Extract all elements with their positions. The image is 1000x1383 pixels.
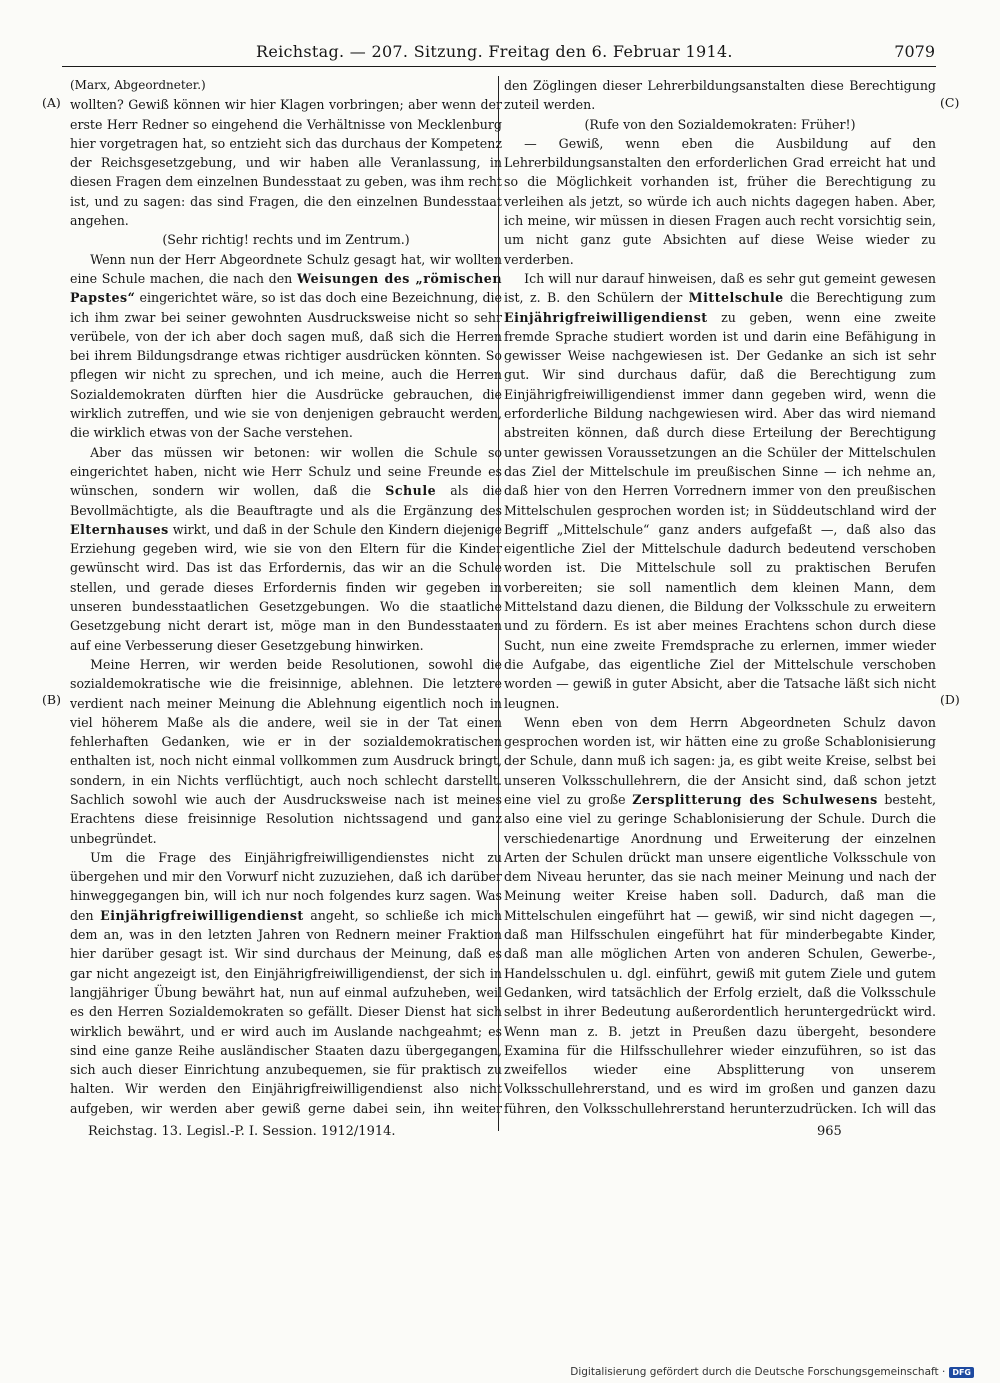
margin-marker-c: (C) [940, 95, 960, 110]
emphasis: Elternhauses [70, 521, 169, 537]
column-divider [498, 76, 499, 1131]
digitization-text: Digitalisierung gefördert durch die Deutsche Forschungsgemeinschaft · [570, 1366, 946, 1378]
paragraph: Ich will nur darauf hinweisen, daß es sehr gut gemeint gewesen ist, z. B. den Schülern der Mittelschule die Berechtigung zum Einjährigfreiwilligendienst zu geben, wenn eine zweite fremde Sprache studiert worden ist und darin eine Befähigung in gewisser Weise nachgewiesen ist. Der Gedanke an sich ist sehr gut. Wir sind durchaus dafür, daß die Berechtigung zum Einjährigfreiwilligendienst immer dann gegeben wird, wenn die erforderliche Bildung nachgewiesen wird. Aber das wird niemand abstreiten können, daß durch diese Erteilung der Berechtigung unter gewissen Voraussetzungen an die Schüler der Mittelschulen das Ziel der Mittelschule im preußischen Sinne — ich nehme an, daß hier von den Herren Vorrednern immer von den preußischen Mittelschulen gesprochen worden ist; in Süddeutschland wird der Begriff „Mittelschule“ ganz anders aufgefaßt —, daß also das eigentliche Ziel der Mittelschule dadurch bedeutend verschoben worden ist. Die Mittelschule soll zu praktischen Berufen vorbereiten; sie soll namentlich dem kleinen Mann, dem Mittelstand dazu dienen, die Bildung der Volksschule zu erweitern und zu fördern. Es ist aber meines Erachtens schon durch diese Sucht, nun eine zweite Fremdsprache zu erlernen, immer wieder die Aufgabe, das eigentliche Ziel der Mittelschule verschoben worden — gewiß in guter Absicht, aber die Tatsache läßt sich nicht leugnen. [504, 270, 936, 711]
dfg-logo-icon: DFG [949, 1367, 974, 1378]
paragraph: Um die Frage des Einjährigfreiwilligendienstes nicht zu übergehen und mir den Vorwurf nicht zuzuziehen, daß ich darüber hinweggegangen bin, will ich nur noch folgendes kurz sagen. Was den Einjährigfreiwilligendienst angeht, so schließe ich mich dem an, was in den letzten Jahren von Rednern meiner Fraktion hier darüber gesagt ist. Wir sind durchaus der Meinung, daß es gar nicht angezeigt ist, den Einjährigfreiwilligendienst, der sich in langjähriger Übung bewährt hat, nun auf einmal aufzuheben, weil es den Herren Sozialdemokraten so gefällt. Dieser Dienst hat sich wirklich bewährt, und er wird auch im Auslande nachgeahmt; es sind eine ganze Reihe ausländischer Staaten dazu übergegangen, sich auch dieser Einrichtung anzubequemen, sie für praktisch zu halten. Wir werden den Einjährigfreiwilligendienst also nicht aufgeben, wir werden aber gewiß gerne dabei sein, ihn weiter [70, 849, 502, 1116]
paragraph: den Zöglingen dieser Lehrerbildungsanstalten diese Berechtigung zuteil werden. [504, 78, 936, 113]
running-header [60, 38, 935, 66]
paragraph: wollten? Gewiß können wir hier Klagen vorbringen; aber wenn der erste Herr Redner so eingehend die Verhältnisse von Mecklenburg hier vorgetragen hat, so entzieht sich das durchaus der Kompetenz der Reichsgesetzgebung, und wir haben alle Veranlassung, in diesen Fragen dem einzelnen Bundesstaat zu geben, was ihm recht ist, und zu sagen: das sind Fragen, die den einzelnen Bundesstaat angehen. [70, 97, 502, 229]
signature-number: 965 [817, 1124, 842, 1139]
interjection: (Rufe von den Sozialdemokraten: Früher!) [584, 116, 856, 132]
emphasis: Einjährigfreiwilligendienst [504, 309, 708, 325]
emphasis: Einjährigfreiwilligendienst [100, 907, 304, 923]
emphasis: Zersplitterung des Schulwesens [632, 791, 878, 807]
page-number: 7079 [894, 42, 935, 61]
paragraph: Wenn nun der Herr Abgeordnete Schulz gesagt hat, wir wollten eine Schule machen, die nach den Weisungen des „römischen Papstes“ eingerichtet wäre, so ist das doch eine Bezeichnung, die ich ihm zwar bei seiner gewohnten Ausdrucksweise nicht so sehr verübele, von der ich aber doch sagen muß, daß sich die Herren bei ihrem Bildungsdrange etwas richtiger ausdrücken könnten. So pflegen wir nicht zu sprechen, und ich meine, auch die Herren Sozialdemokraten dürften hier die Ausdrücke gebrauchen, die wirklich zutreffen, und wie sie von denjenigen gebraucht werden, die wirklich etwas von der Sache verstehen. [70, 251, 502, 441]
paragraph: Aber das müssen wir betonen: wir wollen die Schule so eingerichtet haben, nicht wie Herr Schulz und seine Freunde es wünschen, sondern wir wollen, daß die Schule als die Bevollmächtigte, als die Beauftragte und als die Ergänzung des Elternhauses wirkt, und daß in der Schule den Kindern diejenige Erziehung gegeben wird, wie sie von den Eltern für die Kinder gewünscht wird. Das ist das Erfordernis, das wir an die Schule stellen, und gerade dieses Erfordernis finden wir gegeben in unseren bundesstaatlichen Gesetzgebungen. Wo die staatliche Gesetzgebung nicht derart ist, möge man in den Bundesstaaten auf eine Verbesserung dieser Gesetzgebung hinwirken. [70, 444, 502, 653]
interjection: (Sehr richtig! rechts und im Zentrum.) [162, 232, 410, 248]
header-title: Reichstag. — 207. Sitzung. Freitag den 6. Februar 1914. [256, 42, 733, 61]
paragraph: Meine Herren, wir werden beide Resolutionen, sowohl die sozialdemokratische wie die freisinnige, ablehnen. Die letztere verdient nach meiner Meinung die Ablehnung eigentlich noch in viel höherem Maße als die andere, weil sie in der Tat einen fehlerhaften Gedanken, wie er in der sozialdemokratischen enthalten ist, noch nicht einmal vollkommen zum Ausdruck bringt, sondern, in ein Nichts verflüchtigt, auch noch schlecht darstellt. Sachlich sowohl wie auch der Ausdrucksweise nach ist meines Erachtens diese freisinnige Resolution nichtssagend und ganz unbegründet. [70, 656, 502, 846]
margin-marker-d: (D) [940, 692, 960, 707]
emphasis: Weisungen des „römischen Papstes“ [70, 270, 502, 306]
digitization-note [570, 1366, 974, 1378]
footer-text: Reichstag. 13. Legisl.-P. I. Session. 1912/1914. [88, 1124, 396, 1139]
emphasis: Mittelschule [688, 290, 784, 306]
left-column [70, 76, 502, 1116]
speaker-label: (Marx, Abgeordneter.) [70, 78, 206, 92]
header-rule [62, 66, 936, 67]
paragraph: Wenn eben von dem Herrn Abgeordneten Schulz davon gesprochen worden ist, wir hätten eine zu große Schablonisierung der Schule, dann muß ich sagen: ja, es gibt weite Kreise, selbst bei unseren Volksschullehrern, die der Ansicht sind, daß schon jetzt eine viel zu große Zersplitterung des Schulwesens besteht, also eine viel zu geringe Schablonisierung der Schule. Durch die verschiedenartige Anordnung und Erweiterung der einzelnen Arten der Schulen drückt man unsere eigentliche Volksschule von dem Niveau herunter, das sie nach meiner Meinung und nach der Meinung weiter Kreise haben soll. Dadurch, daß man die Mittelschulen eingeführt hat — gewiß, wir sind nicht dagegen —, daß man Hilfsschulen eingeführt hat für minderbegabte Kinder, daß man alle möglichen Arten von anderen Schulen, Gewerbe-, Handelsschulen u. dgl. einführt, gewiß mit gutem Ziele und gutem Gedanken, wird tatsächlich der Erfolg erzielt, daß die Volksschule selbst in ihrer Bedeutung außerordentlich heruntergedrückt wird. Wenn man z. B. jetzt in Preußen dazu übergeht, besondere Examina für die Hilfsschullehrer wieder einzuführen, so ist das zweifellos wieder eine Absplitterung von unserem Volksschullehrerstand, und es wird im großen und ganzen dazu führen, den Volksschullehrerstand herunterzudrücken. Ich will das [504, 714, 936, 1116]
paragraph: — Gewiß, wenn eben die Ausbildung auf den Lehrerbildungsanstalten den erforderlichen Grad erreicht hat und so die Möglichkeit vorhanden ist, früher die Berechtigung zu verleihen als jetzt, so würde ich auch nichts dagegen haben. Aber, ich meine, wir müssen in diesen Fragen auch recht vorsichtig sein, um nicht ganz gute Absichten auf diese Weise wieder zu verderben. [504, 135, 936, 267]
right-column [504, 76, 936, 1116]
emphasis: Schule [385, 483, 437, 499]
margin-marker-b: (B) [42, 692, 61, 707]
margin-marker-a: (A) [42, 95, 61, 110]
